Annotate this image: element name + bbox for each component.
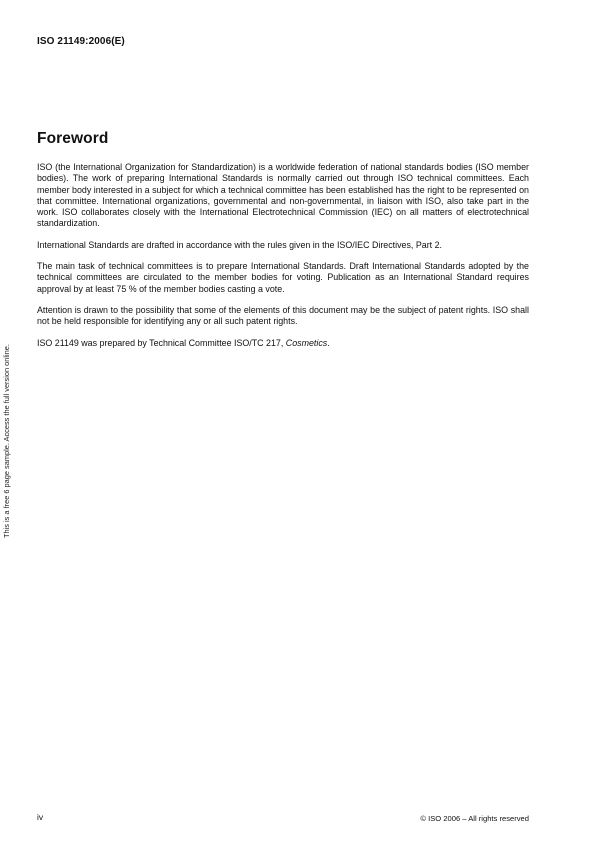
page-number: iv [37, 812, 44, 822]
prepared-by-prefix: ISO 21149 was prepared by Technical Committee ISO/TC 217, [37, 337, 286, 348]
prepared-by-suffix: . [327, 337, 330, 348]
paragraph-drafting-rules: International Standards are drafted in accordance with the rules given in the ISO/IEC Directives, Part 2. [37, 239, 443, 250]
copyright-notice: © ISO 2006 – All rights reserved [420, 814, 529, 823]
paragraph-iso-overview: ISO (the International Organization for Standardization) is a worldwide federation of national standards bodies (ISO member bodies). The work of preparing International Standards is normally carried out through ISO technical committees. Each member body interested in a subject for which a technical committee has been established has the right to be represented on that committee. International organizations, governmental and non-governmental, in liaison with ISO, also take part in the work. ISO collaborates closely with the International Electrotechnical Commission (IEC) on all matters of electrotechnical standardization. [37, 162, 529, 229]
paragraph-patent-rights: Attention is drawn to the possibility that some of the elements of this document may be the subject of patent rights. ISO shall not be held responsible for identifying any or all such patent rights. [37, 304, 529, 327]
sample-side-note: This is a free 6 page sample. Access the full version online. [2, 344, 11, 538]
standard-id: ISO 21149:2006(E) [37, 36, 125, 47]
page-title: Foreword [37, 130, 109, 147]
committee-name: Cosmetics [285, 337, 328, 348]
paragraph-prepared-by [37, 338, 529, 349]
foreword-body [37, 162, 529, 359]
paragraph-committee-task: The main task of technical committees is to prepare International Standards. Draft International Standards adopted by the technical committees are circulated to the member bodies for voting. Publication as an International Standard requires approval by at least 75 % of the member bodies casting a vote. [37, 261, 529, 294]
